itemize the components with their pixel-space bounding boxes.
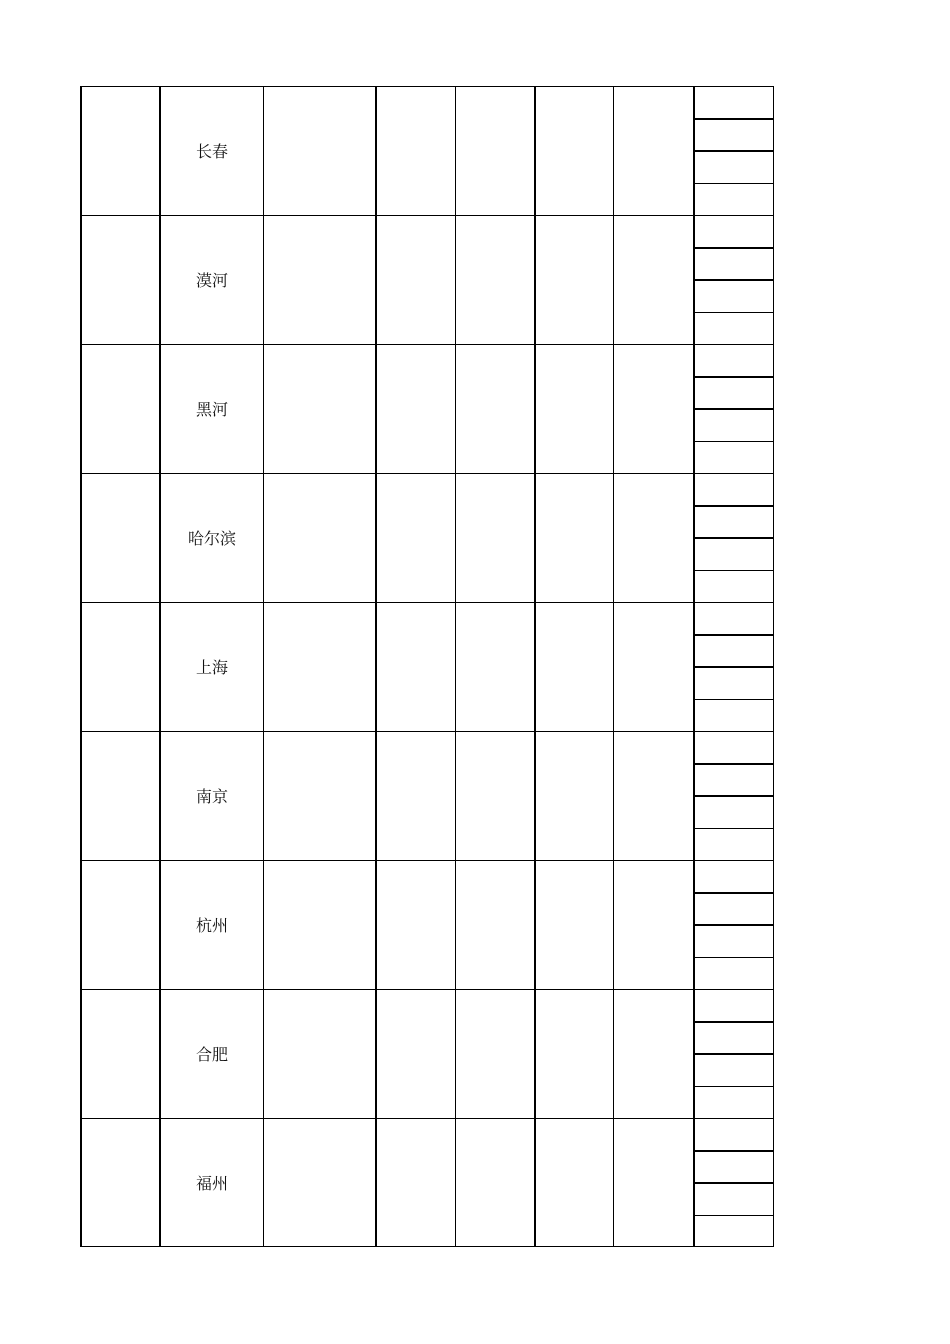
- city-cell: 漠河: [195, 271, 228, 290]
- column-rule: [159, 86, 161, 1247]
- row-rule: [80, 860, 774, 861]
- column-rule: [80, 86, 82, 1247]
- city-cell: 南京: [195, 787, 228, 806]
- column-rule: [455, 86, 456, 1247]
- column-rule: [534, 86, 536, 1247]
- column-rule: [263, 86, 264, 1247]
- table-row: [80, 86, 774, 215]
- column-rule: [375, 86, 377, 1247]
- table-row: [80, 215, 774, 344]
- row-rule: [80, 1246, 774, 1247]
- city-cell: 上海: [195, 658, 228, 677]
- city-cell: 杭州: [195, 916, 228, 935]
- table-row: [80, 602, 774, 731]
- sub-row-rule: [694, 699, 774, 700]
- sub-row-rule: [694, 1021, 774, 1023]
- row-rule: [80, 473, 774, 474]
- sub-row-rule: [694, 795, 774, 797]
- row-rule: [80, 989, 774, 990]
- sub-row-rule: [694, 1182, 774, 1184]
- sub-row-rule: [694, 828, 774, 829]
- table-row: [80, 473, 774, 602]
- row-rule: [80, 602, 774, 603]
- sub-row-rule: [694, 441, 774, 442]
- schedule-table: [80, 86, 774, 1246]
- sub-row-rule: [694, 763, 774, 765]
- sub-row-rule: [694, 150, 774, 152]
- sub-row-rule: [694, 1086, 774, 1087]
- column-rule: [613, 86, 614, 1247]
- sub-row-rule: [694, 118, 774, 120]
- sub-row-rule: [694, 1150, 774, 1152]
- city-cell: 福州: [195, 1174, 228, 1193]
- sub-row-rule: [694, 279, 774, 281]
- table-row: [80, 731, 774, 860]
- city-cell: 合肥: [195, 1045, 228, 1064]
- sub-row-rule: [694, 312, 774, 313]
- row-rule: [80, 86, 774, 87]
- table-row: [80, 1118, 774, 1247]
- row-rule: [80, 215, 774, 216]
- sub-row-rule: [694, 537, 774, 539]
- sub-row-rule: [694, 183, 774, 184]
- sub-row-rule: [694, 247, 774, 249]
- city-cell: 黑河: [195, 400, 228, 419]
- table-row: [80, 344, 774, 473]
- sub-row-rule: [694, 408, 774, 410]
- sub-row-rule: [694, 957, 774, 958]
- sub-row-rule: [694, 505, 774, 507]
- sub-row-rule: [694, 570, 774, 571]
- row-rule: [80, 731, 774, 732]
- sub-row-rule: [694, 1053, 774, 1055]
- sub-row-rule: [694, 634, 774, 636]
- city-cell: 长春: [195, 142, 228, 161]
- sub-row-rule: [694, 892, 774, 894]
- row-rule: [80, 1118, 774, 1119]
- sub-row-rule: [694, 924, 774, 926]
- sub-row-rule: [694, 1215, 774, 1216]
- sub-row-rule: [694, 666, 774, 668]
- sub-row-rule: [694, 376, 774, 378]
- city-cell: 哈尔滨: [187, 529, 236, 548]
- row-rule: [80, 344, 774, 345]
- table-row: [80, 989, 774, 1118]
- table-row: [80, 860, 774, 989]
